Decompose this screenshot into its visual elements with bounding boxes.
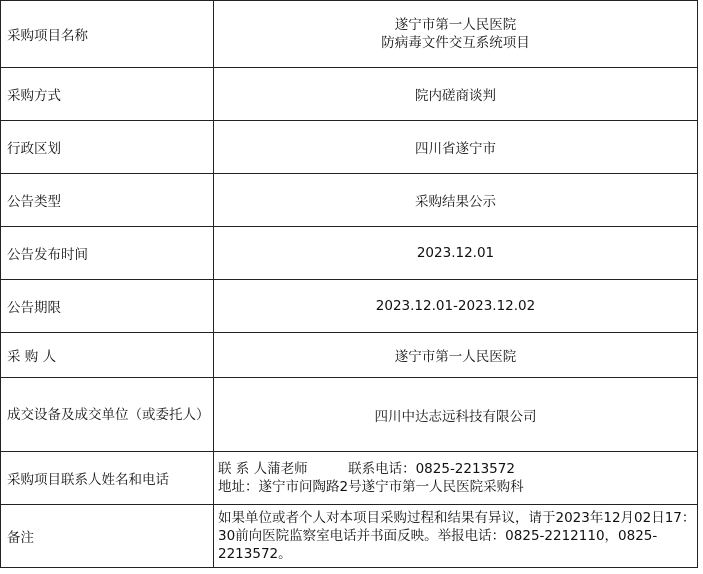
remarks-text: 如果单位或者个人对本项目采购过程和结果有异议，请于2023年12月02日17：30前向医院监察室电话并书面反映。举报电话：0825-2212110，0825-2213572。: [218, 510, 696, 562]
contact-line: 联 系 人蒲老师 联系电话：0825-2213572: [218, 461, 515, 477]
table-row: [1, 505, 698, 568]
row-label-project-name: 采购项目名称: [1, 1, 214, 68]
row-value-remarks: [214, 505, 698, 568]
row-label-winning-supplier: [1, 378, 214, 452]
table-row: [1, 174, 698, 227]
table-row: [1, 121, 698, 174]
row-value-contact: [214, 452, 698, 505]
winning-supplier-label-text: 成交设备及成交单位（或委托人）: [7, 406, 210, 423]
row-value-publish-time: 2023.12.01: [214, 227, 698, 280]
table-row: [1, 333, 698, 378]
table-row: [1, 1, 698, 68]
row-value-winning-supplier: 四川中达志远科技有限公司: [214, 378, 698, 452]
row-label-remarks: 备注: [1, 505, 214, 568]
row-label-notice-period: 公告期限: [1, 280, 214, 333]
project-name-line-1: 遂宁市第一人民医院: [394, 17, 517, 33]
table-row: [1, 280, 698, 333]
row-label-publish-time: 公告发布时间: [1, 227, 214, 280]
table-row: [1, 227, 698, 280]
row-label-procurement-method: 采购方式: [1, 68, 214, 121]
row-value-purchaser: 遂宁市第一人民医院: [214, 333, 698, 378]
row-value-project-name: [214, 1, 698, 68]
table-row: [1, 378, 698, 452]
row-value-region: 四川省遂宁市: [214, 121, 698, 174]
row-value-notice-period: 2023.12.01-2023.12.02: [214, 280, 698, 333]
row-label-purchaser: 采 购 人: [1, 333, 214, 378]
project-name-line-2: 防病毒文件交互系统项目: [381, 35, 530, 51]
table-row: [1, 452, 698, 505]
address-line: 地址：遂宁市问陶路2号遂宁市第一人民医院采购科: [218, 479, 524, 495]
row-label-region: 行政区划: [1, 121, 214, 174]
row-value-notice-type: 采购结果公示: [214, 174, 698, 227]
row-label-contact: 采购项目联系人姓名和电话: [1, 452, 214, 505]
row-label-notice-type: 公告类型: [1, 174, 214, 227]
table-row: [1, 68, 698, 121]
row-value-procurement-method: 院内磋商谈判: [214, 68, 698, 121]
